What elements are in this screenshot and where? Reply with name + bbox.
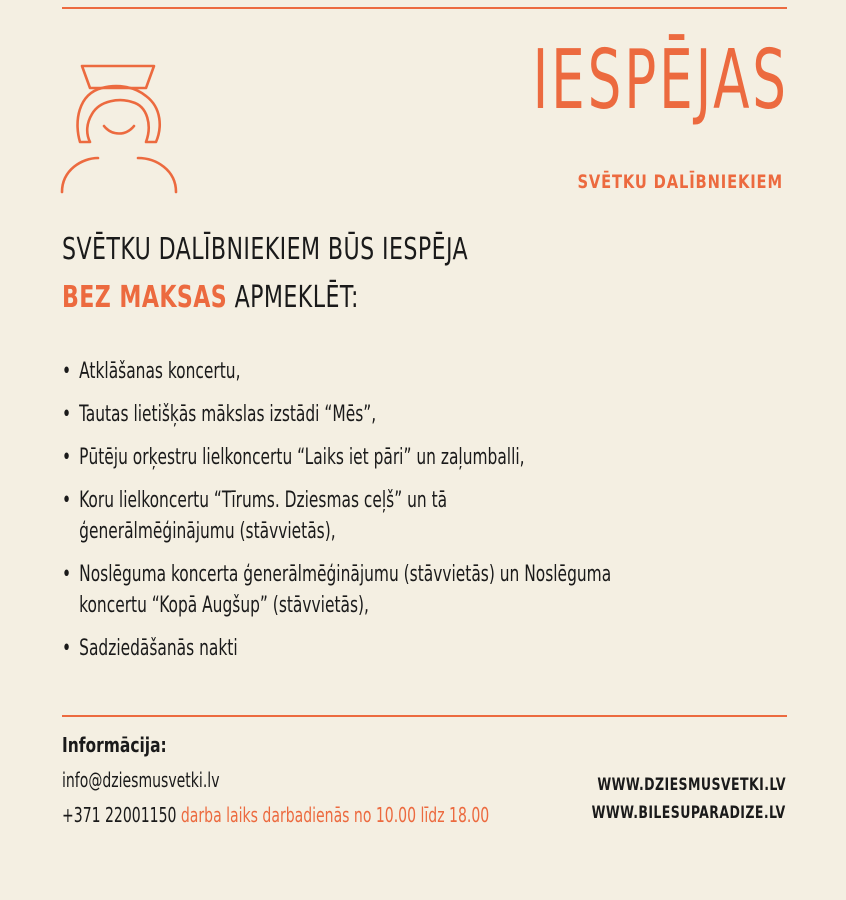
bullet-icon: • bbox=[62, 636, 72, 661]
list-item-text: Atklāšanas koncertu, bbox=[79, 359, 241, 384]
free-of-charge-highlight: BEZ MAKSAS bbox=[62, 280, 228, 315]
website-link-bilesuparadize[interactable]: WWW.BILESUPARADIZE.LV bbox=[591, 803, 786, 823]
page-subtitle: SVĒTKU DALĪBNIEKIEM bbox=[577, 171, 783, 193]
contact-phone-line bbox=[62, 803, 489, 827]
list-item-text: Noslēguma koncerta ģenerālmēģinājumu (stāvvietās) un Noslēguma koncertu “Kopā Augšup” (stāvvietās), bbox=[79, 562, 612, 618]
list-item-text: Sadziedāšanās nakti bbox=[79, 636, 238, 661]
bullet-icon: • bbox=[62, 562, 72, 587]
intro-line-2-rest: APMEKLĒT: bbox=[227, 280, 359, 315]
page-title: IESPĒJAS bbox=[532, 33, 789, 128]
list-item-text: Pūtēju orķestru lielkoncertu “Laiks iet pāri” un zaļumballi, bbox=[79, 445, 525, 470]
list-item-text: Tautas lietišķās mākslas izstādi “Mēs”, bbox=[79, 402, 377, 427]
intro-line-1: SVĒTKU DALĪBNIEKIEM BŪS IESPĒJA bbox=[62, 232, 469, 267]
list-item bbox=[62, 356, 764, 387]
list-item-text: Koru lielkoncertu “Tīrums. Dziesmas ceļš” un tā ģenerālmēģinājumu (stāvvietās), bbox=[79, 488, 448, 544]
website-link-dziesmusvetki[interactable]: WWW.DZIESMUSVETKI.LV bbox=[597, 775, 786, 795]
list-item bbox=[62, 399, 764, 430]
bullet-icon: • bbox=[62, 402, 72, 427]
intro-line-2 bbox=[62, 274, 468, 322]
intro-heading bbox=[62, 226, 468, 322]
top-divider bbox=[62, 7, 787, 9]
bullet-icon: • bbox=[62, 488, 72, 513]
info-heading: Informācija: bbox=[62, 733, 167, 757]
list-item bbox=[62, 442, 764, 473]
list-item bbox=[62, 633, 764, 664]
bullet-icon: • bbox=[62, 445, 72, 470]
contact-email[interactable]: info@dziesmusvetki.lv bbox=[62, 768, 220, 792]
event-list bbox=[62, 356, 764, 676]
singer-with-headdress-icon bbox=[58, 62, 182, 194]
working-hours: darba laiks darbadienās no 10.00 līdz 18.00 bbox=[180, 803, 490, 827]
contact-phone[interactable]: +371 22001150 bbox=[62, 803, 177, 827]
section-divider bbox=[62, 715, 787, 717]
list-item bbox=[62, 485, 764, 547]
bullet-icon: • bbox=[62, 359, 72, 384]
list-item bbox=[62, 559, 764, 621]
